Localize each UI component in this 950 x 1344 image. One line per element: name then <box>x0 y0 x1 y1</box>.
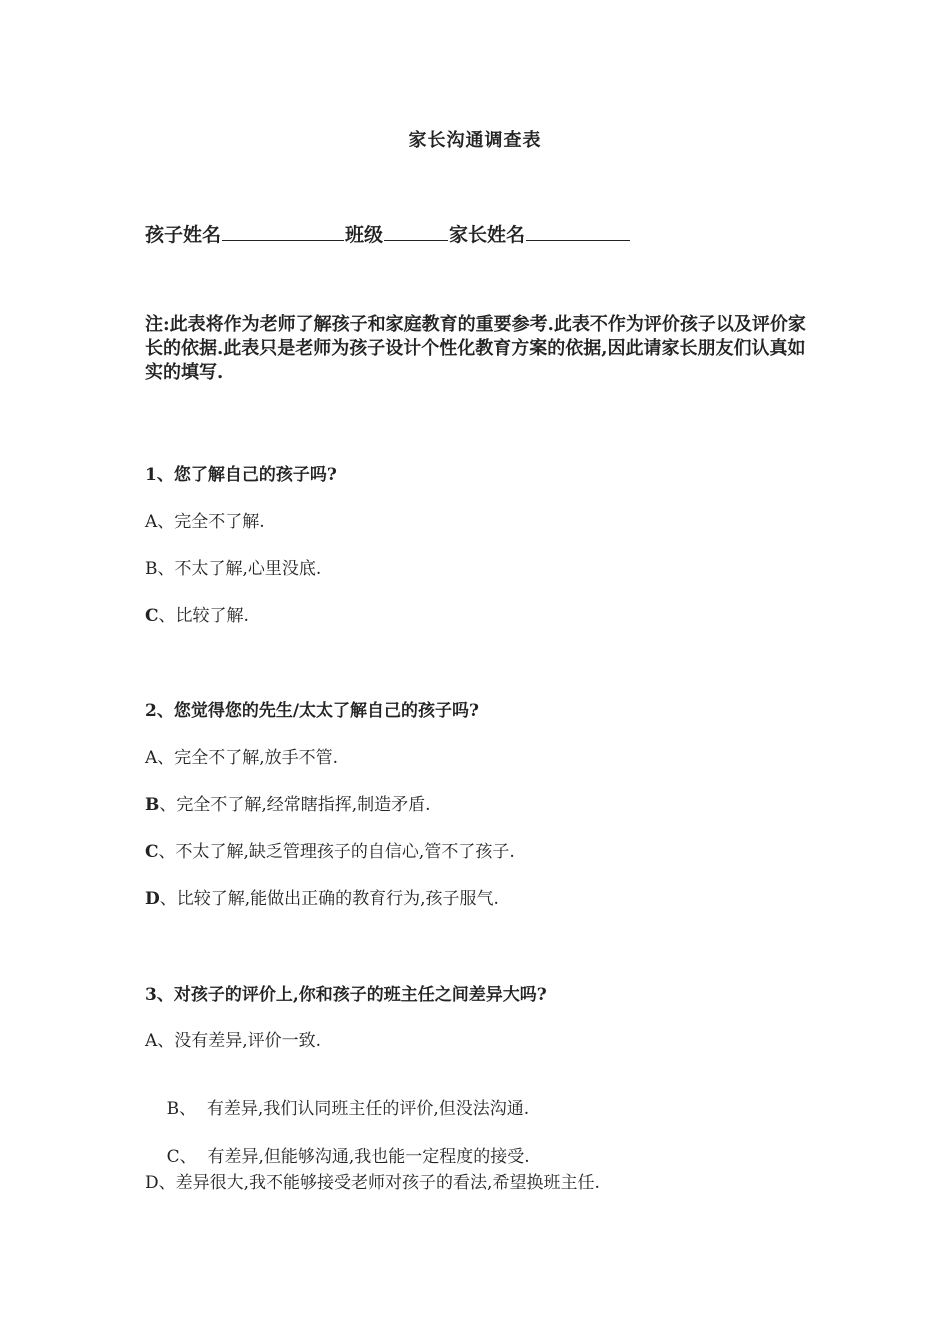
q2-option-c[interactable] <box>145 837 515 862</box>
document-title: 家长沟通调查表 <box>408 130 542 151</box>
class-blank[interactable] <box>384 222 448 241</box>
option-text: 、完全不了解,经常瞎指挥,制造矛盾. <box>159 795 431 815</box>
option-text: 、完全不了解. <box>157 512 265 532</box>
option-text: 、 有差异,但能够沟通,我也能一定程度的接受. <box>179 1147 530 1167</box>
option-text: 、没有差异,评价一致. <box>157 1031 322 1051</box>
option-text: 、比较了解. <box>158 606 249 626</box>
option-letter: A <box>145 1031 158 1051</box>
question-3: 3、对孩子的评价上,你和孩子的班主任之间差异大吗? <box>145 985 547 1005</box>
question-2: 2、您觉得您的先生/太太了解自己的孩子吗? <box>145 701 479 721</box>
option-letter: C <box>145 842 159 862</box>
q1-option-b[interactable] <box>145 554 321 579</box>
option-letter: B <box>166 1099 180 1119</box>
q2-option-b[interactable] <box>145 790 431 815</box>
option-letter: B <box>145 795 160 815</box>
note-paragraph: 注:此表将作为老师了解孩子和家庭教育的重要参考.此表不作为评价孩子以及评价家长的依据.此表只是老师为孩子设计个性化教育方案的依据,因此请家长朋友们认真如实的填写. <box>145 314 806 383</box>
q3-option-a[interactable] <box>145 1026 321 1051</box>
option-letter: D <box>145 889 160 909</box>
parent-name-label: 家长姓名 <box>449 224 526 246</box>
option-letter: C <box>145 606 159 626</box>
question-1: 1、您了解自己的孩子吗? <box>145 465 337 485</box>
option-text: 、不太了解,缺乏管理孩子的自信心,管不了孩子. <box>158 842 515 862</box>
option-letter: A <box>145 748 158 768</box>
class-label: 班级 <box>345 224 384 246</box>
q1-option-c[interactable] <box>145 601 249 626</box>
option-letter: C <box>166 1147 180 1167</box>
child-name-label: 孩子姓名 <box>145 224 222 246</box>
option-letter: D <box>145 1173 159 1193</box>
q1-option-a[interactable] <box>145 507 265 532</box>
q2-option-a[interactable] <box>145 743 338 768</box>
option-letter: B <box>145 559 158 579</box>
info-line <box>145 220 631 247</box>
option-text: 、不太了解,心里没底. <box>157 559 322 579</box>
option-text: 、 有差异,我们认同班主任的评价,但没法沟通. <box>179 1099 530 1119</box>
option-text: 、比较了解,能做出正确的教育行为,孩子服气. <box>159 889 499 909</box>
parent-name-blank[interactable] <box>526 222 630 241</box>
child-name-blank[interactable] <box>222 222 344 241</box>
q3-option-d[interactable] <box>145 1168 600 1193</box>
option-text: 、完全不了解,放手不管. <box>157 748 339 768</box>
q2-option-d[interactable] <box>145 884 499 909</box>
option-letter: A <box>145 512 158 532</box>
option-text: 、差异很大,我不能够接受老师对孩子的看法,希望换班主任. <box>158 1173 600 1193</box>
